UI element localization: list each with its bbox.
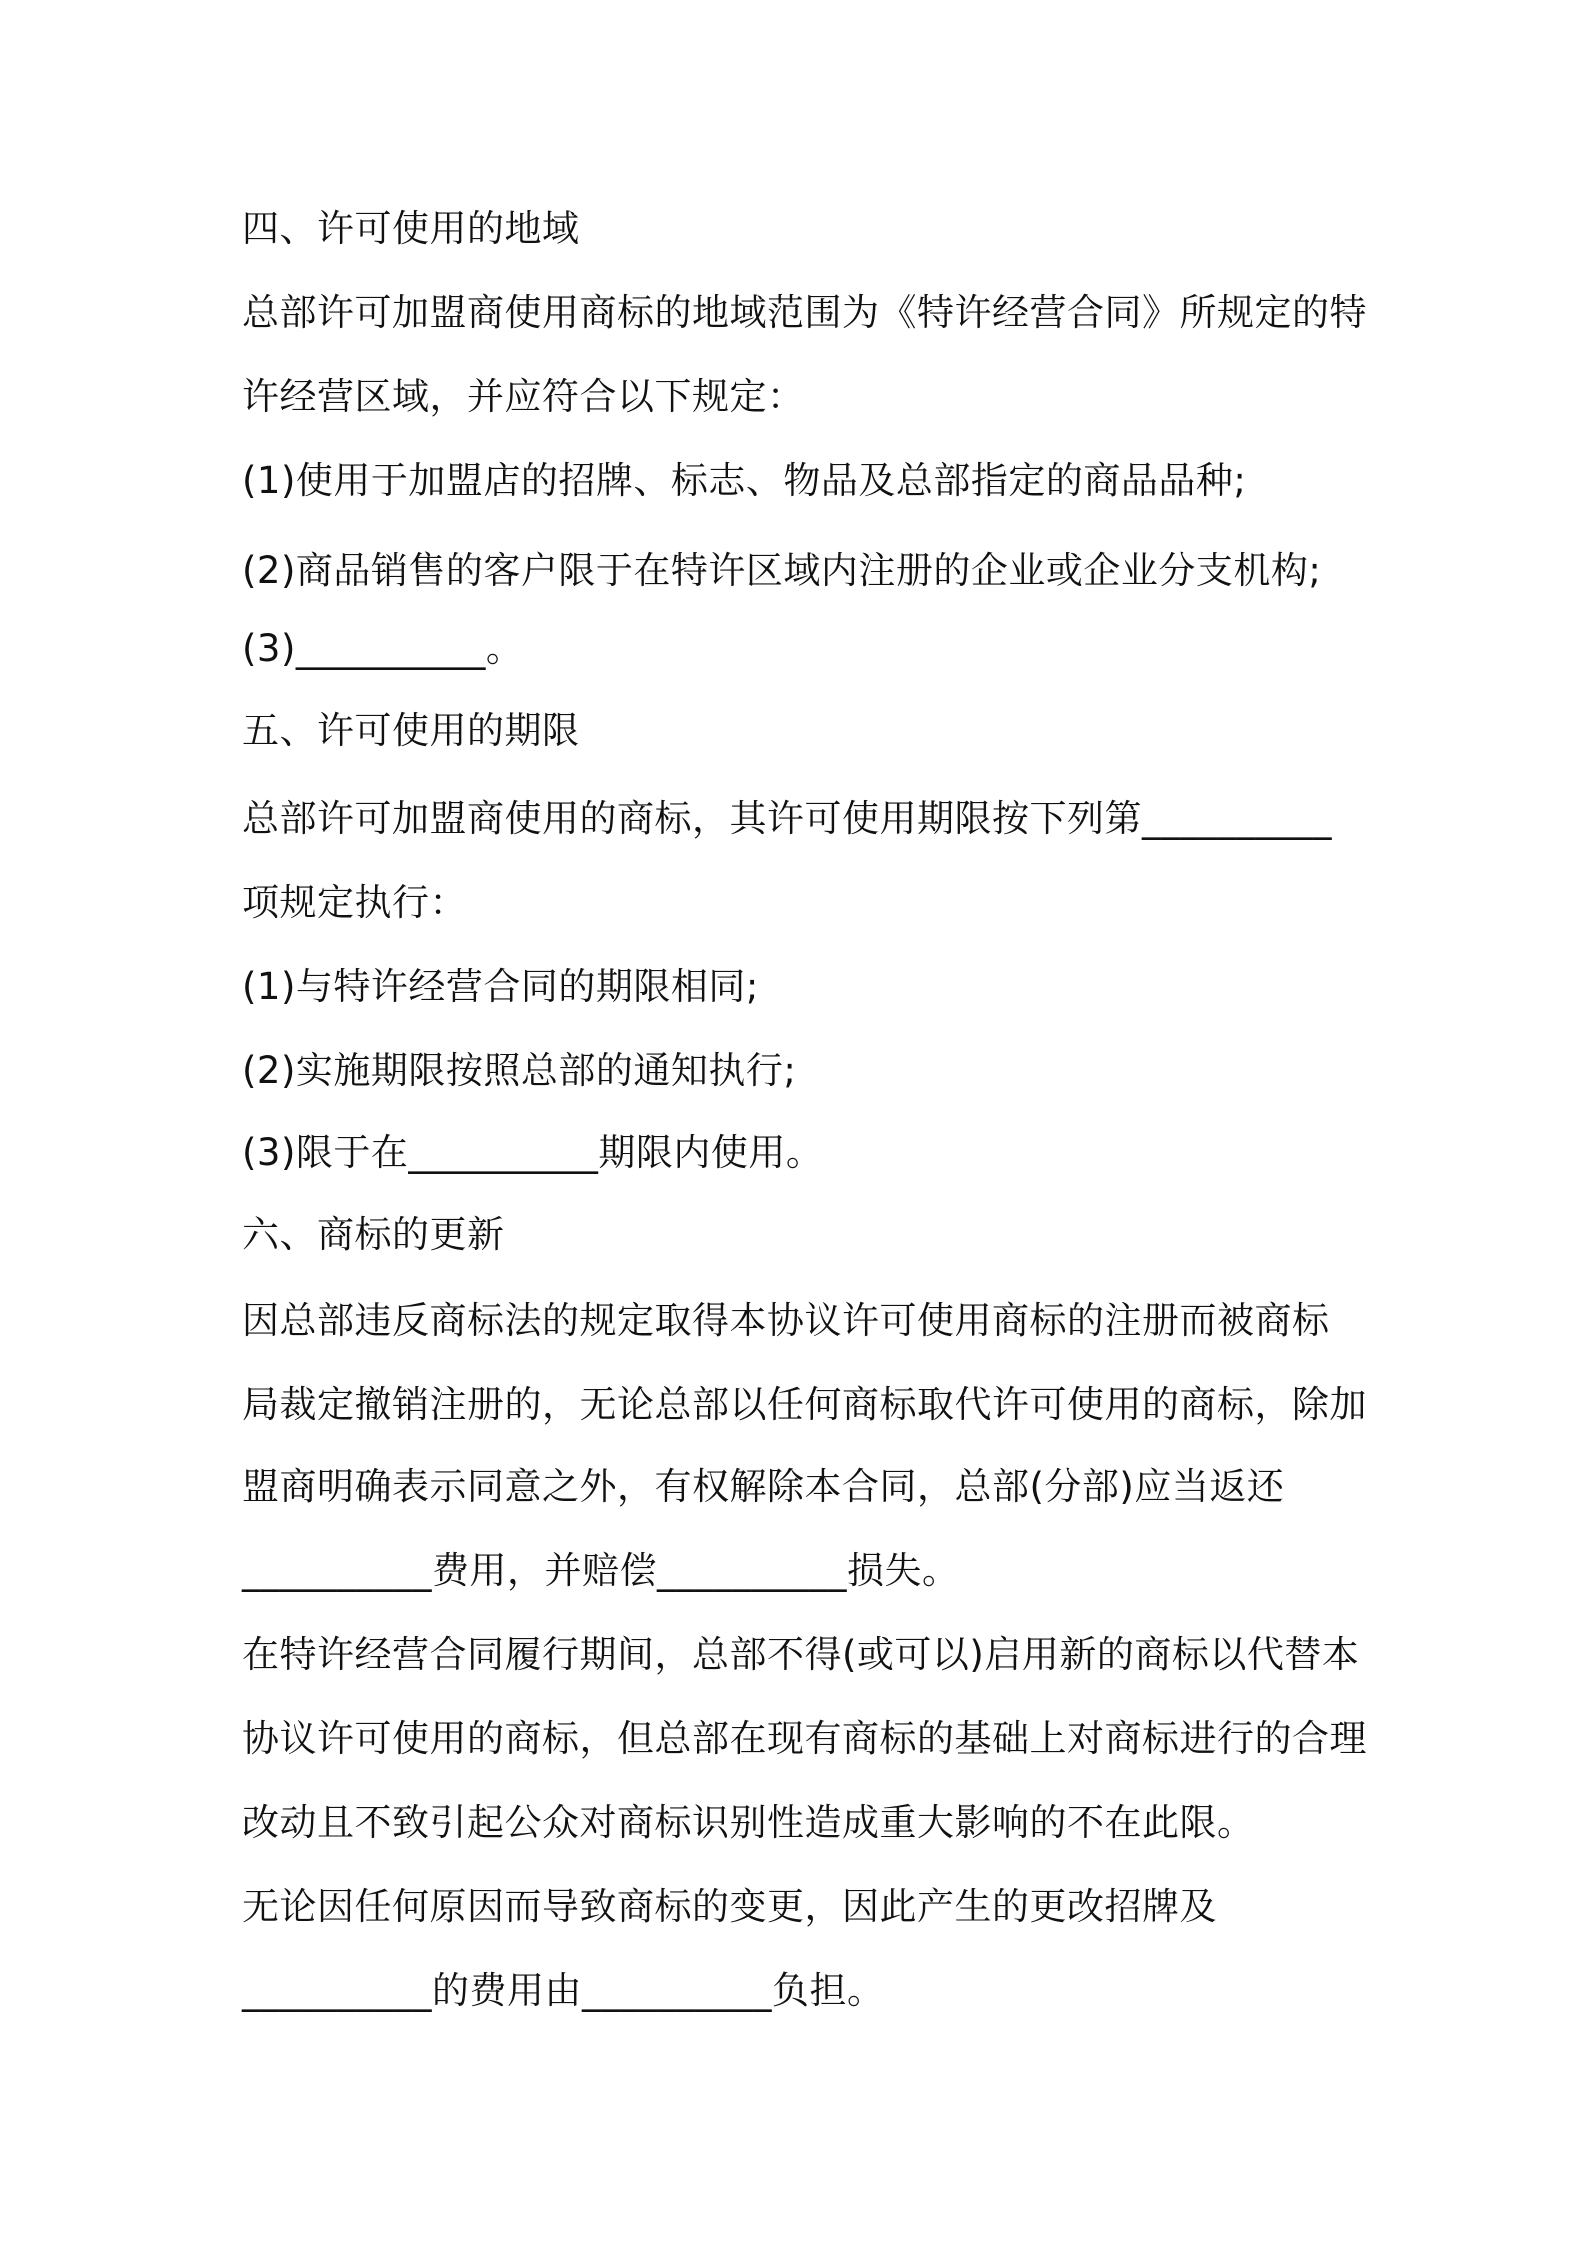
paragraph-line: 盟商明确表示同意之外，有权解除本合同，总部(分部)应当返还: [242, 1465, 1285, 1508]
paragraph-line: 因总部违反商标法的规定取得本协议许可使用商标的注册而被商标: [242, 1299, 1330, 1342]
paragraph-line: 总部许可加盟商使用的商标，其许可使用期限按下列第__________: [242, 797, 1332, 840]
paragraph-line: 局裁定撤销注册的，无论总部以任何商标取代许可使用的商标，除加: [242, 1383, 1367, 1426]
list-item: (2)商品销售的客户限于在特许区域内注册的企业或企业分支机构;: [242, 549, 1322, 592]
paragraph-line: __________费用，并赔偿__________损失。: [242, 1549, 960, 1592]
paragraph-line: 无论因任何原因而导致商标的变更，因此产生的更改招牌及: [242, 1885, 1217, 1928]
list-item: (1)与特许经营合同的期限相同;: [242, 965, 759, 1008]
list-item: (1)使用于加盟店的招牌、标志、物品及总部指定的商品品种;: [242, 459, 1247, 502]
paragraph-line: __________的费用由__________负担。: [242, 1969, 885, 2012]
paragraph-line: 改动且不致引起公众对商标识别性造成重大影响的不在此限。: [242, 1801, 1255, 1844]
section-heading-territory: 四、许可使用的地域: [242, 207, 580, 250]
section-heading-term: 五、许可使用的期限: [242, 709, 580, 752]
list-item: (3)__________。: [242, 627, 524, 670]
paragraph-line: 总部许可加盟商使用商标的地域范围为《特许经营合同》所规定的特: [242, 291, 1367, 334]
list-item: (3)限于在__________期限内使用。: [242, 1131, 824, 1174]
section-heading-renewal: 六、商标的更新: [242, 1213, 505, 1256]
paragraph-line: 项规定执行：: [242, 881, 467, 924]
paragraph-line: 在特许经营合同履行期间，总部不得(或可以)启用新的商标以代替本: [242, 1633, 1360, 1676]
paragraph-line: 协议许可使用的商标，但总部在现有商标的基础上对商标进行的合理: [242, 1717, 1367, 1760]
list-item: (2)实施期限按照总部的通知执行;: [242, 1049, 797, 1092]
paragraph-line: 许经营区域，并应符合以下规定：: [242, 375, 805, 418]
